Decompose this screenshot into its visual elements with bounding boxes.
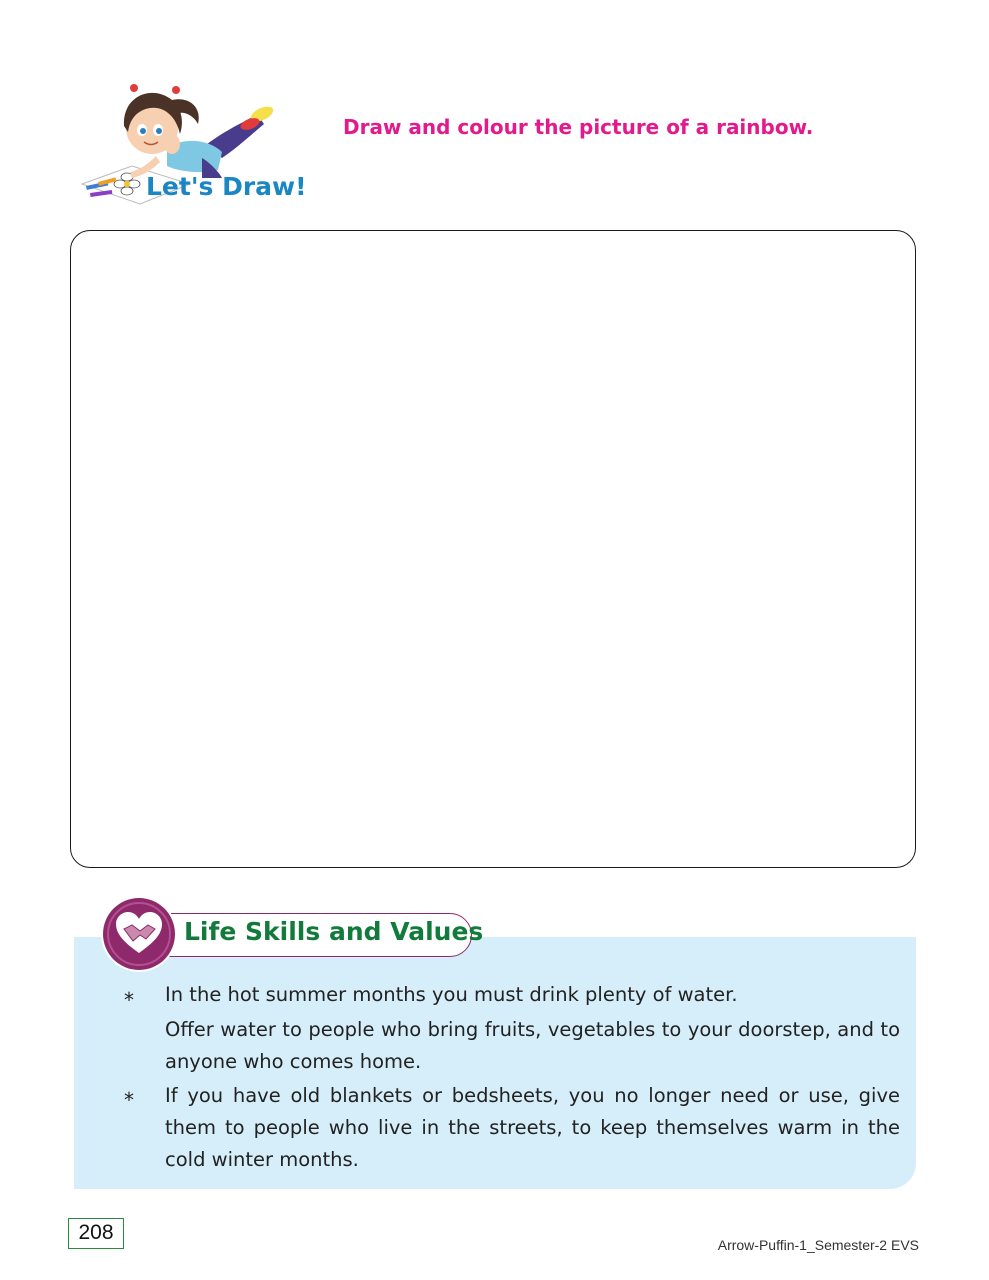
lets-draw-label: Let's Draw! [146, 172, 307, 201]
life-skill-item-1-line-1: In the hot summer months you must drink plenty of water. [165, 983, 738, 1006]
bullet-marker: * [124, 1088, 134, 1112]
instruction-text: Draw and colour the picture of a rainbow. [343, 115, 814, 139]
heart-handshake-icon [100, 895, 178, 973]
life-skill-item-2-text: If you have old blankets or bedsheets, you no longer need or use, give them to people who live in the streets, to keep themselves warm in the cold winter months. [165, 1084, 900, 1171]
page-number: 208 [68, 1218, 124, 1249]
life-skills-title: Life Skills and Values [184, 917, 484, 946]
bullet-marker: * [124, 988, 134, 1012]
book-title-footer: Arrow-Puffin-1_Semester-2 EVS [717, 1237, 919, 1253]
life-skill-item-1-line-2: Offer water to people who bring fruits, vegetables to your doorstep, and to anyone who comes home. [165, 1018, 900, 1073]
drawing-area[interactable] [70, 230, 916, 868]
